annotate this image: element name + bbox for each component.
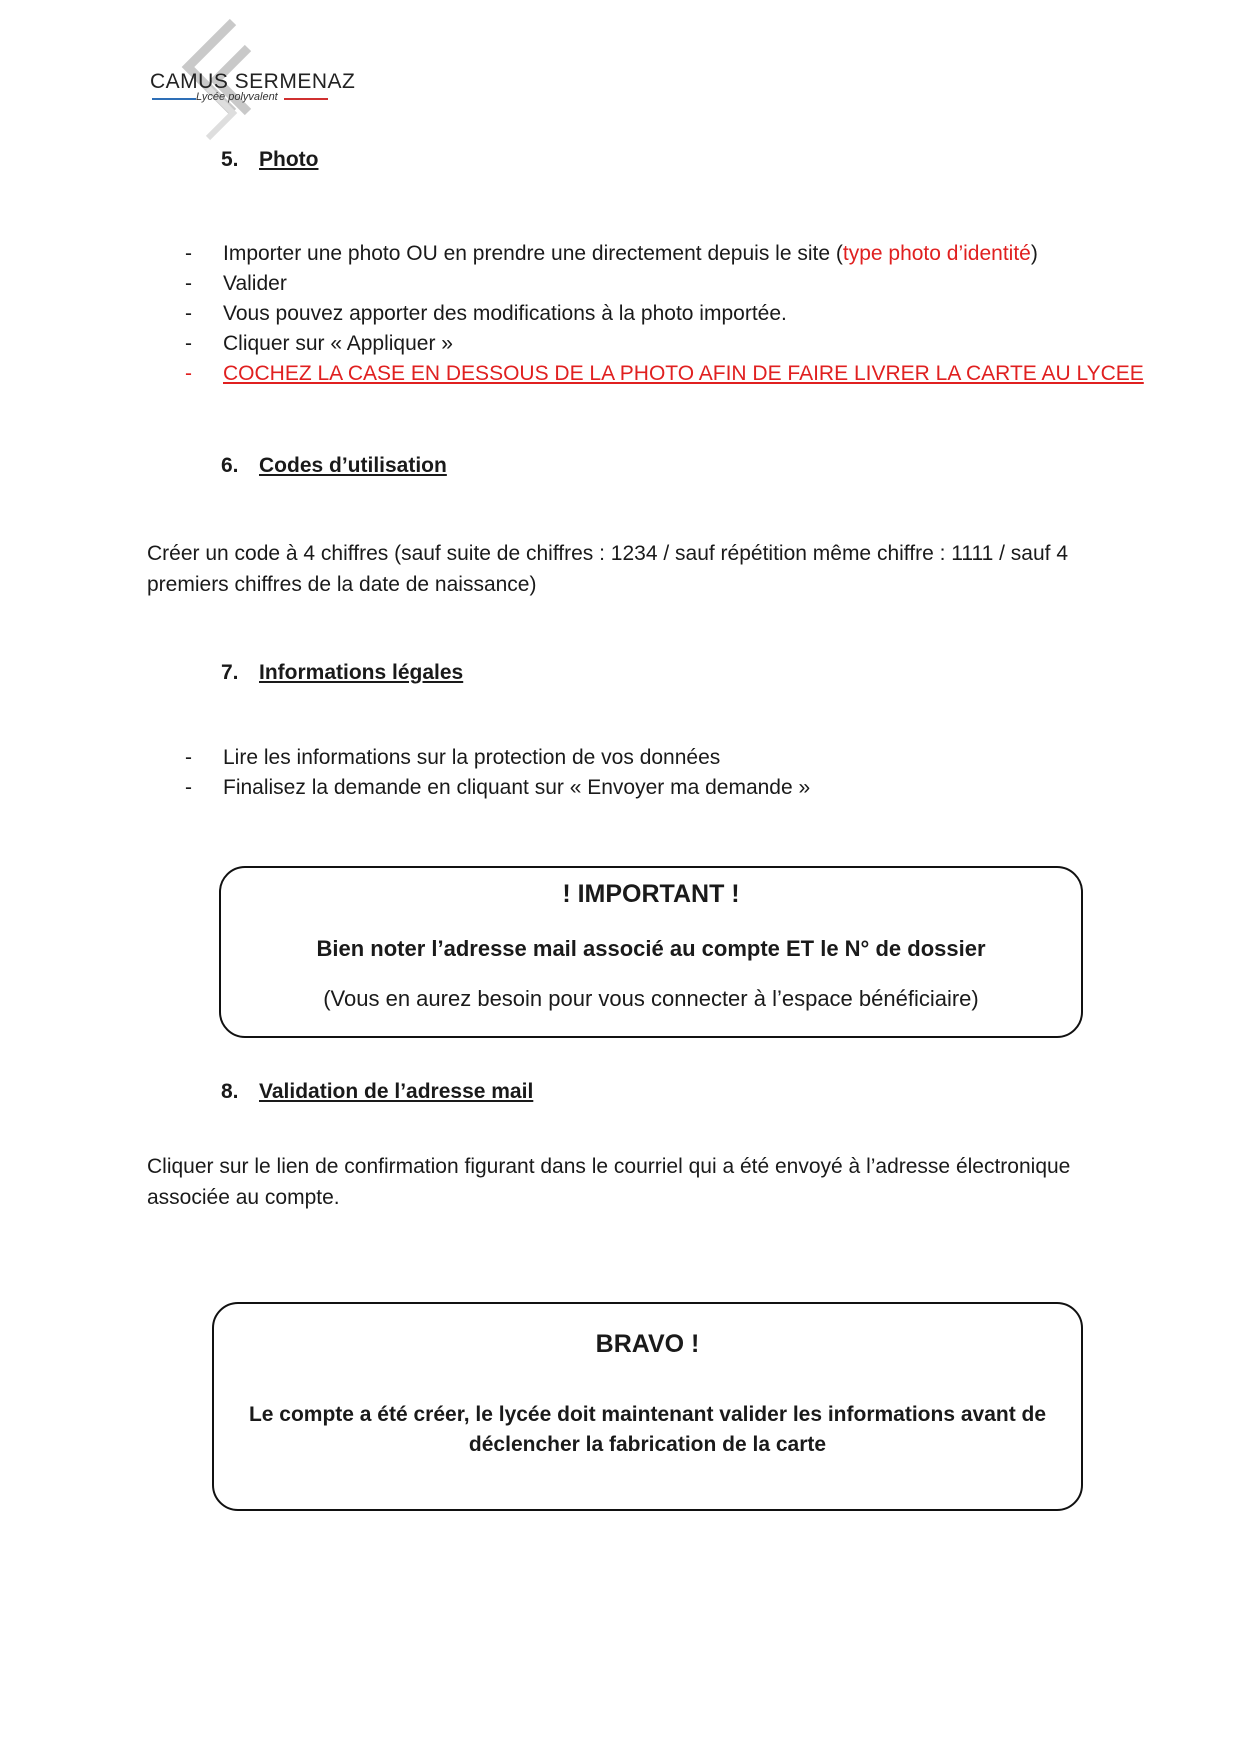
step-text-suffix: ) bbox=[1030, 242, 1038, 265]
warning-text: COCHEZ LA CASE EN DESSOUS DE LA PHOTO AFIN DE FAIRE LIVRER LA CARTE AU LYCEE bbox=[223, 362, 1144, 385]
paragraph-line: Cliquer sur le lien de confirmation figurant dans le courriel qui a été envoyé à l’adresse électronique bbox=[147, 1155, 1071, 1178]
logo-blue-line bbox=[152, 98, 196, 100]
section-title: Informations légales bbox=[259, 661, 464, 684]
section-number: 5. bbox=[221, 148, 239, 171]
bravo-line: déclencher la fabrication de la carte bbox=[468, 1433, 827, 1456]
list-text: Cliquer sur « Appliquer » bbox=[223, 332, 453, 355]
paragraph-line: associée au compte. bbox=[147, 1186, 340, 1209]
bravo-box bbox=[212, 1302, 1083, 1511]
section-title: Validation de l’adresse mail bbox=[259, 1080, 534, 1103]
important-line-note: (Vous en aurez besoin pour vous connecter à l’espace bénéficiaire) bbox=[323, 986, 979, 1011]
section-number: 8. bbox=[221, 1080, 239, 1103]
list-dash: - bbox=[185, 302, 192, 325]
section-title: Photo bbox=[259, 148, 319, 171]
list-text: Finalisez la demande en cliquant sur « Envoyer ma demande » bbox=[223, 776, 811, 799]
important-line-bold: Bien noter l’adresse mail associé au compte ET le N° de dossier bbox=[316, 936, 986, 961]
important-title: ! IMPORTANT ! bbox=[562, 880, 740, 908]
list-dash: - bbox=[185, 776, 192, 799]
logo-red-line bbox=[284, 98, 328, 100]
paragraph-line: premiers chiffres de la date de naissance) bbox=[147, 573, 537, 596]
step-highlight: type photo d’identité bbox=[842, 242, 1031, 265]
paragraph-line: Créer un code à 4 chiffres (sauf suite de chiffres : 1234 / sauf répétition même chiffre : 1111 / sauf 4 bbox=[147, 542, 1069, 565]
list-dash: - bbox=[185, 332, 192, 355]
section-number: 6. bbox=[221, 454, 239, 477]
list-text: Lire les informations sur la protection de vos données bbox=[223, 746, 721, 769]
list-dash: - bbox=[185, 746, 192, 769]
list-text: Valider bbox=[223, 272, 287, 295]
list-text bbox=[223, 242, 1038, 266]
list-dash: - bbox=[185, 362, 192, 385]
bravo-title: BRAVO ! bbox=[595, 1330, 700, 1358]
list-text: Vous pouvez apporter des modifications à la photo importée. bbox=[223, 302, 787, 325]
school-logo bbox=[148, 18, 356, 146]
codes-paragraph bbox=[147, 538, 1107, 600]
section-title: Codes d’utilisation bbox=[259, 454, 447, 477]
important-notice-box bbox=[219, 866, 1083, 1038]
section-number: 7. bbox=[221, 661, 239, 684]
list-dash: - bbox=[185, 242, 192, 265]
bravo-line: Le compte a été créer, le lycée doit maintenant valider les informations avant de bbox=[248, 1403, 1047, 1426]
logo-name: CAMUS SERMENAZ bbox=[150, 70, 356, 93]
step-text: Importer une photo OU en prendre une directement depuis le site ( bbox=[223, 242, 843, 265]
logo-subtitle: Lycée polyvalent bbox=[196, 91, 278, 103]
list-dash: - bbox=[185, 272, 192, 295]
validation-paragraph bbox=[147, 1151, 1107, 1213]
